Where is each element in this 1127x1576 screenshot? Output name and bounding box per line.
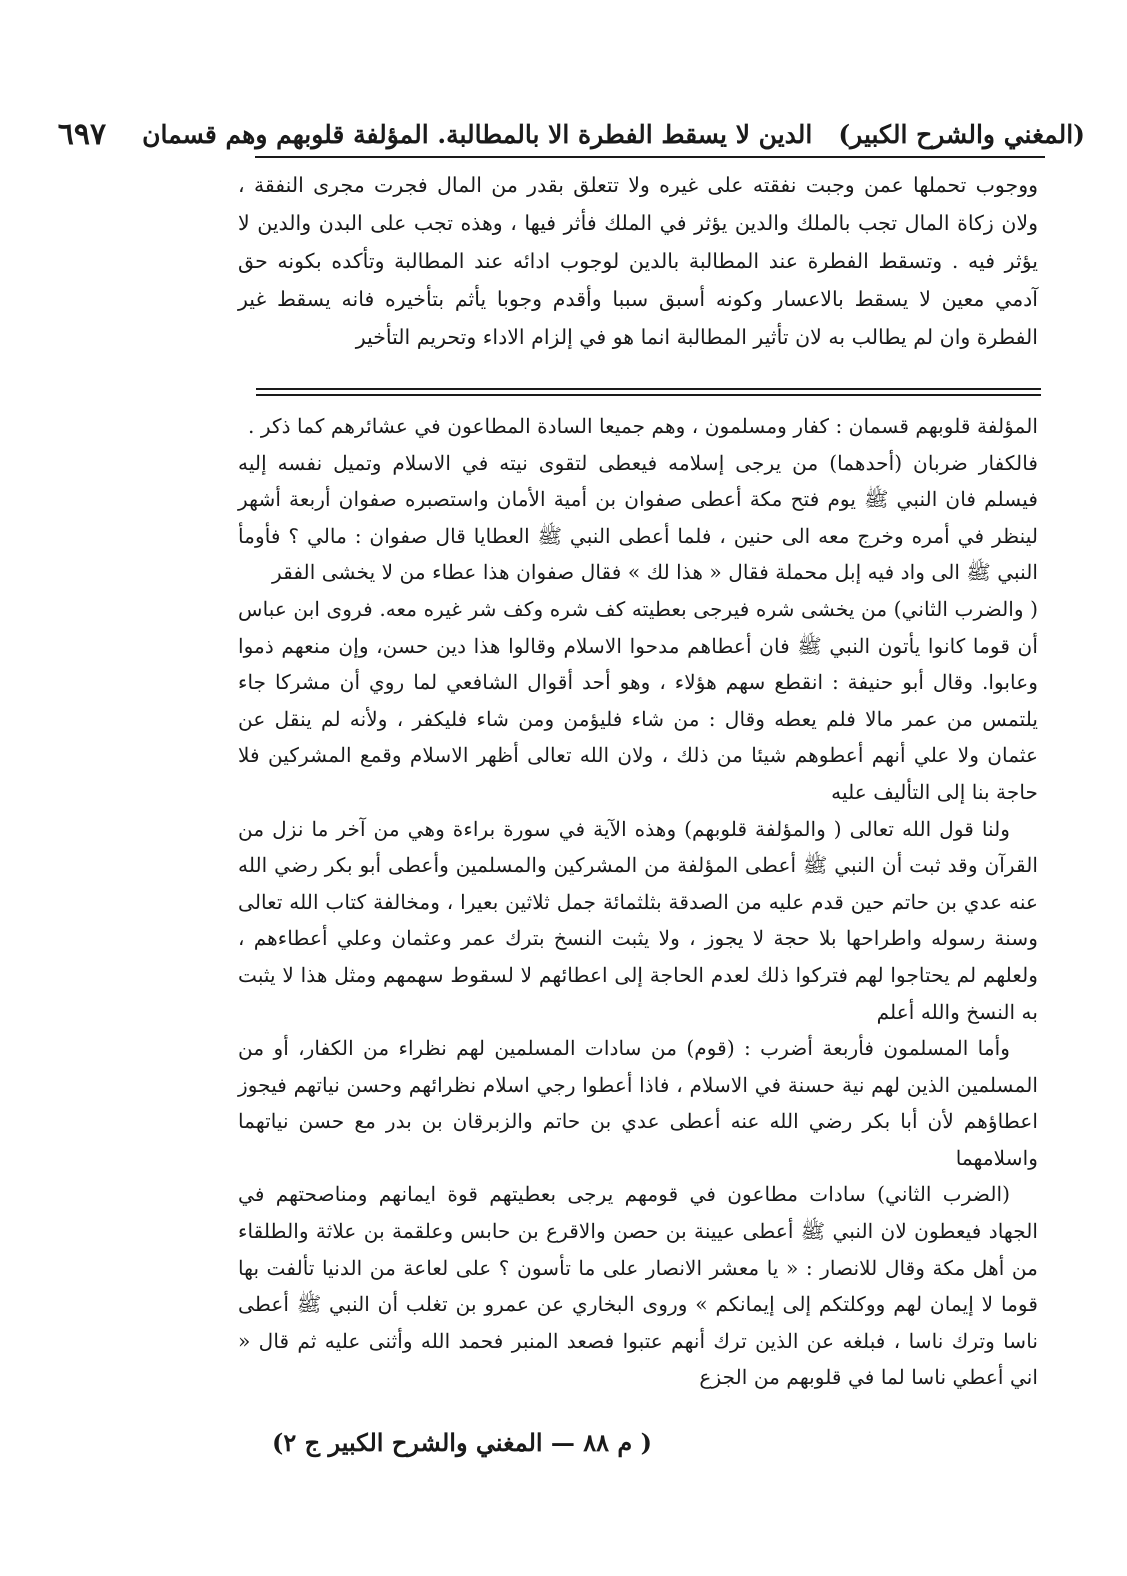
- paragraph: المؤلفة قلوبهم قسمان : كفار ومسلمون ، وهم جميعا السادة المطاعون في عشائرهم كما ذكر .: [248, 414, 1038, 438]
- header-rule: [255, 156, 1045, 158]
- paragraph: فالكفار ضربان (أحدهما) من يرجى إسلامه فيعطى لتقوى نيته في الاسلام وتميل نفسه إليه فيسلم فان النبي ﷺ يوم فتح مكة أعطى صفوان بن أمية الأمان واستصبره صفوان أربعة أشهر لينظر في أمره وخرج معه الى حنين ، فلما أعطى النبي ﷺ العطايا قال صفوان : مالي ؟ فأومأ النبي ﷺ الى واد فيه إبل محملة فقال « هذا لك » فقال صفوان هذا عطاء من لا يخشى الفقر: [238, 450, 1038, 585]
- paragraph: ولنا قول الله تعالى ( والمؤلفة قلوبهم) وهذه الآية في سورة براءة وهي من آخر ما نزل من القرآن وقد ثبت أن النبي ﷺ أعطى المؤلفة من المشركين والمسلمين وأعطى أبو بكر رضي الله عنه عدي بن حاتم حين قدم عليه من الصدقة بثلثمائة جمل ثلاثين بعيرا ، ومخالفة كتاب الله تعالى وسنة رسوله واطراحها بلا حجة لا يجوز ، ولا يثبت النسخ بترك عمر وعثمان وعلي أعطاءهم ، ولعلهم لم يحتاجوا لهم فتركوا ذلك لعدم الحاجة إلى اعطائهم لا لسقوط سهمهم ومثل هذا لا يثبت به النسخ والله أعلم: [238, 816, 1038, 1024]
- footer-signature: ( م ٨٨ — المغني والشرح الكبير ج ٢): [272, 1428, 652, 1457]
- section-divider: [256, 388, 1041, 396]
- running-header: [57, 112, 1085, 156]
- main-section: [238, 408, 1038, 1396]
- previous-paragraph: ووجوب تحملها عمن وجبت نفقته على غيره ولا تتعلق بقدر من المال فجرت مجرى النفقة ، ولان زكاة المال تجب بالملك والدين يؤثر في الملك فأثر فيها ، وهذه تجب على البدن والدين لا يؤثر فيه . وتسقط الفطرة عند المطالبة بالدين لوجوب ادائه عند المطالبة وتأكده بكونه حق آدمي معين لا يسقط بالاعسار وكونه أسبق سببا وأقدم وجوبا يأثم بتأخيره فانه يسقط غير الفطرة وان لم يطالب به لان تأثير المطالبة انما هو في إلزام الاداء وتحريم التأخير: [238, 173, 1038, 349]
- paragraph: ( والضرب الثاني) من يخشى شره فيرجى بعطيته كف شره وكف شر غيره معه. فروى ابن عباس أن قوما كانوا يأتون النبي ﷺ فان أعطاهم مدحوا الاسلام وقالوا هذا دين حسن، وإن منعهم ذموا وعابوا. وقال أبو حنيفة : انقطع سهم هؤلاء ، وهو أحد أقوال الشافعي لما روي أن مشركا جاء يلتمس من عمر مالا فلم يعطه وقال : من شاء فليؤمن ومن شاء فليكفر ، ولأنه لم ينقل عن عثمان ولا علي أنهم أعطوهم شيئا من ذلك ، ولان الله تعالى أظهر الاسلام وقمع المشركين فلا حاجة بنا إلى التأليف عليه: [238, 596, 1038, 804]
- previous-section-text: [238, 166, 1038, 356]
- paragraph: (الضرب الثاني) سادات مطاعون في قومهم يرجى بعطيتهم قوة ايمانهم ومناصحتهم في الجهاد فيعطون لان النبي ﷺ أعطى عيينة بن حصن والاقرع بن حابس وعلقمة بن علاثة والطلقاء من أهل مكة وقال للانصار : « يا معشر الانصار على ما تأسون ؟ على لعاعة من الدنيا تألفت بها قوما لا إيمان لهم ووكلتكم إلى إيمانكم » وروى البخاري عن عمرو بن تغلب أن النبي ﷺ أعطى ناسا وترك ناسا ، فبلغه عن الذين ترك أنهم عتبوا فصعد المنبر فحمد الله وأثنى عليه ثم قال « اني أعطي ناسا لما في قلوبهم من الجزع: [238, 1182, 1038, 1390]
- paragraph: وأما المسلمون فأربعة أضرب : (قوم) من سادات المسلمين لهم نظراء من الكفار، أو من المسلمين الذين لهم نية حسنة في الاسلام ، فاذا أعطوا رجي اسلام نظرائهم وحسن نياتهم فيجوز اعطاؤهم لأن أبا بكر رضي الله عنه أعطى عدي بن حاتم والزبرقان بن بدر مع حسن نياتهما واسلامهما: [238, 1036, 1038, 1170]
- book-title: (المغني والشرح الكبير): [838, 119, 1085, 149]
- header-subject: الدين لا يسقط الفطرة الا بالمطالبة. المؤلفة قلوبهم وهم قسمان: [142, 119, 813, 149]
- page-number: ٦٩٧: [57, 116, 107, 152]
